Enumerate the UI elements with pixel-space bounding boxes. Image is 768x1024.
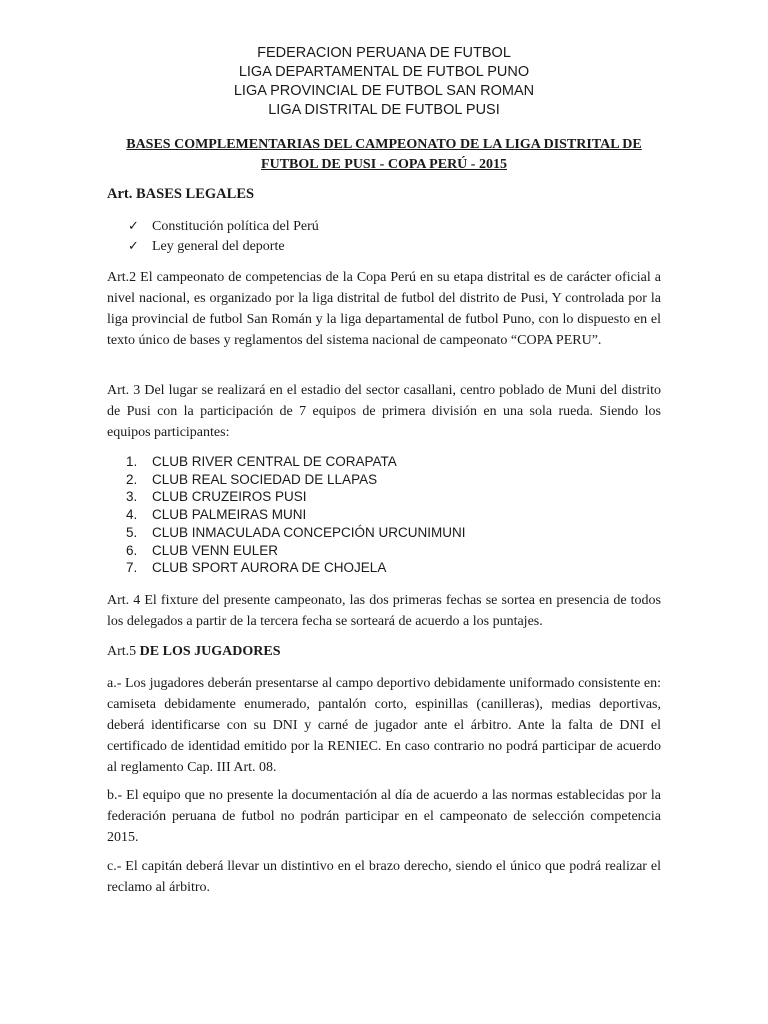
art1-heading: Art. BASES LEGALES xyxy=(107,186,255,202)
art2-paragraph: Art.2 El campeonato de competencias de la Copa Perú en su etapa distrital es de carácter oficial a nivel nacional, es organizado por la liga distrital de futbol del distrito de Pusi, Y controlada por la liga provincial de futbol San Román y la liga departamental de futbol Puno, con lo dispuesto en el texto único de bases y reglamentos del sistema nacional de campeonato “COPA PERU”. xyxy=(107,270,661,348)
document-title xyxy=(107,135,661,175)
letterhead xyxy=(107,44,661,120)
art4-paragraph: Art. 4 El fixture del presente campeonato, las dos primeras fechas se sortea en presencia de todos los delegados a partir de la tercera fecha se sorteará de acuerdo a los puntajes. xyxy=(107,593,661,629)
list-item-text: Constitución política del Perú xyxy=(152,219,319,234)
art5-heading xyxy=(107,641,661,662)
list-item xyxy=(128,237,319,257)
art5-clause-c: c.- El capitán deberá llevar un distintivo en el brazo derecho, siendo el único que podrá realizar el reclamo al árbitro. xyxy=(107,859,661,895)
list-item: 4. CLUB PALMEIRAS MUNI xyxy=(126,507,307,523)
list-item: 1. CLUB RIVER CENTRAL DE CORAPATA xyxy=(126,454,397,469)
district-league: LIGA DISTRITAL DE FUTBOL PUSI xyxy=(268,102,500,118)
title-line-2: FUTBOL DE PUSI - COPA PERÚ - 2015 xyxy=(261,157,507,172)
art5-title: DE LOS JUGADORES xyxy=(139,644,281,659)
art5-prefix: Art.5 xyxy=(107,644,140,659)
list-item: 3. CLUB CRUZEIROS PUSI xyxy=(126,489,307,505)
list-item xyxy=(128,217,319,237)
federation-name: FEDERACION PERUANA DE FUTBOL xyxy=(257,45,511,61)
list-item-text: Ley general del deporte xyxy=(152,239,285,254)
departmental-league: LIGA DEPARTAMENTAL DE FUTBOL PUNO xyxy=(238,64,530,80)
title-line-1: BASES COMPLEMENTARIAS DEL CAMPEONATO DE LA LIGA DISTRITAL DE xyxy=(126,137,642,152)
list-item: 7. CLUB SPORT AURORA DE CHOJELA xyxy=(126,560,387,576)
art5-clause-b: b.- El equipo que no presente la documentación al día de acuerdo a las normas establecidas por la federación peruana de futbol no podrán participar en el campeonato de selección competencia 2015. xyxy=(107,788,661,845)
list-item: 6. CLUB VENN EULER xyxy=(126,542,279,558)
list-item: 2. CLUB REAL SOCIEDAD DE LLAPAS xyxy=(126,471,378,487)
legal-bases-list xyxy=(128,217,319,257)
teams-list xyxy=(126,453,466,577)
checkmark-icon: ✓ xyxy=(128,239,139,254)
art3-paragraph: Art. 3 Del lugar se realizará en el estadio del sector casallani, centro poblado de Muni del distrito de Pusi con la participación de 7 equipos de primera división en una sola rueda. Siendo los equipos participantes: xyxy=(107,383,661,440)
art5-clause-a: a.- Los jugadores deberán presentarse al campo deportivo debidamente uniformado consistente en: camiseta debidamente enumerado, pantalón corto, espinillas (canilleras), medias deportivas, deberá identificarse con su DNI y carné de jugador ante el árbitro. Ante la falta de DNI el certificado de identidad emitido por la RENIEC. En caso contrario no podrá participar de acuerdo al reglamento Cap. III Art. 08. xyxy=(107,676,661,775)
checkmark-icon: ✓ xyxy=(128,219,139,234)
provincial-league: LIGA PROVINCIAL DE FUTBOL SAN ROMAN xyxy=(233,83,535,99)
list-item: 5. CLUB INMACULADA CONCEPCIÓN URCUNIMUNI xyxy=(126,524,466,540)
